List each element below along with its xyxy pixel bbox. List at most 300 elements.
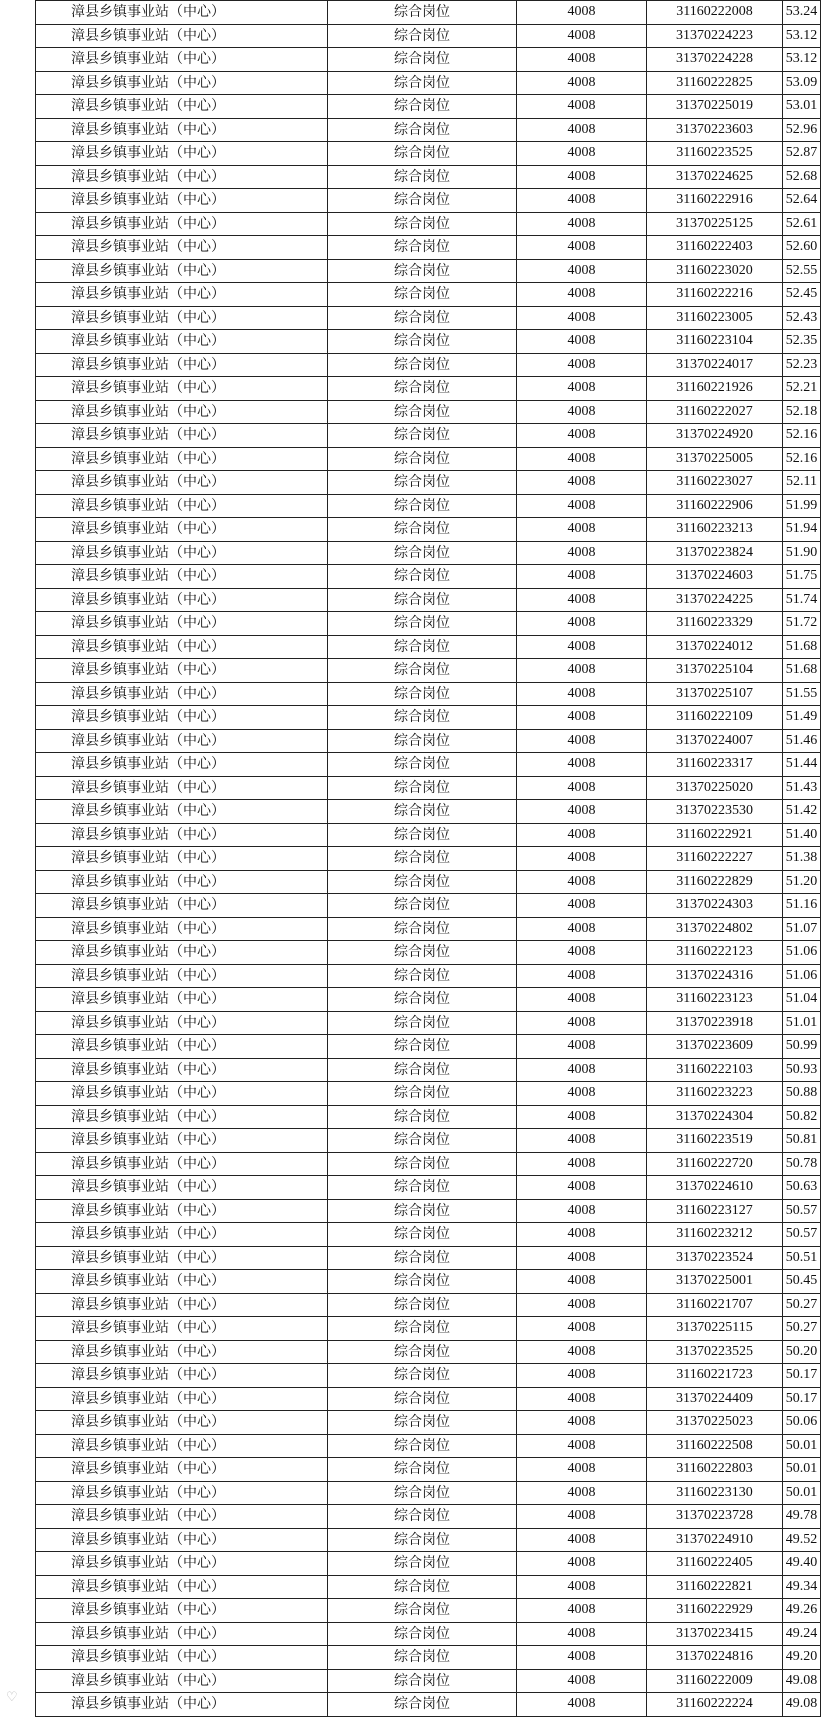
table-row bbox=[36, 1387, 821, 1411]
post-cell: 综合岗位 bbox=[328, 189, 517, 213]
exam-id-cell: 31160223525 bbox=[647, 142, 783, 166]
table-row bbox=[36, 1575, 821, 1599]
post-cell: 综合岗位 bbox=[328, 917, 517, 941]
exam-id-cell: 31160222403 bbox=[647, 236, 783, 260]
post-cell: 综合岗位 bbox=[328, 1105, 517, 1129]
unit-cell: 漳县乡镇事业站（中心） bbox=[36, 95, 328, 119]
post-cell: 综合岗位 bbox=[328, 800, 517, 824]
unit-cell: 漳县乡镇事业站（中心） bbox=[36, 518, 328, 542]
table-row bbox=[36, 1, 821, 25]
table-row bbox=[36, 659, 821, 683]
post-code-cell: 4008 bbox=[517, 1011, 647, 1035]
exam-id-cell: 31160221723 bbox=[647, 1364, 783, 1388]
post-code-cell: 4008 bbox=[517, 612, 647, 636]
score-cell: 50.01 bbox=[783, 1458, 821, 1482]
post-cell: 综合岗位 bbox=[328, 1646, 517, 1670]
post-cell: 综合岗位 bbox=[328, 1082, 517, 1106]
post-code-cell: 4008 bbox=[517, 588, 647, 612]
post-cell: 综合岗位 bbox=[328, 847, 517, 871]
score-cell: 49.40 bbox=[783, 1552, 821, 1576]
post-cell: 综合岗位 bbox=[328, 283, 517, 307]
unit-cell: 漳县乡镇事业站（中心） bbox=[36, 400, 328, 424]
post-cell: 综合岗位 bbox=[328, 1528, 517, 1552]
exam-id-cell: 31370224007 bbox=[647, 729, 783, 753]
exam-id-cell: 31160222921 bbox=[647, 823, 783, 847]
score-cell: 50.27 bbox=[783, 1317, 821, 1341]
score-cell: 52.45 bbox=[783, 283, 821, 307]
post-code-cell: 4008 bbox=[517, 823, 647, 847]
post-cell: 综合岗位 bbox=[328, 659, 517, 683]
table-row bbox=[36, 95, 821, 119]
post-code-cell: 4008 bbox=[517, 753, 647, 777]
post-code-cell: 4008 bbox=[517, 1058, 647, 1082]
score-cell: 52.96 bbox=[783, 118, 821, 142]
exam-id-cell: 31370224012 bbox=[647, 635, 783, 659]
unit-cell: 漳县乡镇事业站（中心） bbox=[36, 541, 328, 565]
unit-cell: 漳县乡镇事业站（中心） bbox=[36, 682, 328, 706]
post-code-cell: 4008 bbox=[517, 212, 647, 236]
exam-id-cell: 31160223127 bbox=[647, 1199, 783, 1223]
post-cell: 综合岗位 bbox=[328, 236, 517, 260]
score-cell: 53.24 bbox=[783, 1, 821, 25]
exam-id-cell: 31160223130 bbox=[647, 1481, 783, 1505]
post-code-cell: 4008 bbox=[517, 800, 647, 824]
table-row bbox=[36, 612, 821, 636]
score-cell: 52.11 bbox=[783, 471, 821, 495]
post-code-cell: 4008 bbox=[517, 706, 647, 730]
post-cell: 综合岗位 bbox=[328, 682, 517, 706]
table-row bbox=[36, 236, 821, 260]
unit-cell: 漳县乡镇事业站（中心） bbox=[36, 1035, 328, 1059]
table-row bbox=[36, 259, 821, 283]
post-code-cell: 4008 bbox=[517, 964, 647, 988]
post-cell: 综合岗位 bbox=[328, 1, 517, 25]
post-code-cell: 4008 bbox=[517, 1505, 647, 1529]
score-cell: 49.20 bbox=[783, 1646, 821, 1670]
exam-id-cell: 31370224228 bbox=[647, 48, 783, 72]
unit-cell: 漳县乡镇事业站（中心） bbox=[36, 1317, 328, 1341]
exam-id-cell: 31370223609 bbox=[647, 1035, 783, 1059]
unit-cell: 漳县乡镇事业站（中心） bbox=[36, 1082, 328, 1106]
table-row bbox=[36, 48, 821, 72]
exam-id-cell: 31370223530 bbox=[647, 800, 783, 824]
exam-id-cell: 31370225104 bbox=[647, 659, 783, 683]
unit-cell: 漳县乡镇事业站（中心） bbox=[36, 1223, 328, 1247]
post-code-cell: 4008 bbox=[517, 1364, 647, 1388]
exam-id-cell: 31160223212 bbox=[647, 1223, 783, 1247]
post-code-cell: 4008 bbox=[517, 1622, 647, 1646]
table-row bbox=[36, 1176, 821, 1200]
table-row bbox=[36, 1411, 821, 1435]
table-row bbox=[36, 1270, 821, 1294]
table-row bbox=[36, 400, 821, 424]
score-cell: 53.12 bbox=[783, 48, 821, 72]
table-row bbox=[36, 1317, 821, 1341]
score-cell: 51.42 bbox=[783, 800, 821, 824]
exam-id-cell: 31370224409 bbox=[647, 1387, 783, 1411]
exam-id-cell: 31160223213 bbox=[647, 518, 783, 542]
score-cell: 50.17 bbox=[783, 1387, 821, 1411]
table-row bbox=[36, 706, 821, 730]
post-cell: 综合岗位 bbox=[328, 706, 517, 730]
unit-cell: 漳县乡镇事业站（中心） bbox=[36, 165, 328, 189]
table-row bbox=[36, 424, 821, 448]
post-cell: 综合岗位 bbox=[328, 1669, 517, 1693]
score-cell: 51.06 bbox=[783, 964, 821, 988]
table-row bbox=[36, 1035, 821, 1059]
exam-id-cell: 31160222123 bbox=[647, 941, 783, 965]
post-code-cell: 4008 bbox=[517, 165, 647, 189]
post-cell: 综合岗位 bbox=[328, 424, 517, 448]
unit-cell: 漳县乡镇事业站（中心） bbox=[36, 189, 328, 213]
unit-cell: 漳县乡镇事业站（中心） bbox=[36, 1646, 328, 1670]
post-cell: 综合岗位 bbox=[328, 823, 517, 847]
unit-cell: 漳县乡镇事业站（中心） bbox=[36, 917, 328, 941]
unit-cell: 漳县乡镇事业站（中心） bbox=[36, 1669, 328, 1693]
unit-cell: 漳县乡镇事业站（中心） bbox=[36, 259, 328, 283]
unit-cell: 漳县乡镇事业站（中心） bbox=[36, 941, 328, 965]
unit-cell: 漳县乡镇事业站（中心） bbox=[36, 1129, 328, 1153]
exam-id-cell: 31370224802 bbox=[647, 917, 783, 941]
post-code-cell: 4008 bbox=[517, 917, 647, 941]
post-code-cell: 4008 bbox=[517, 1246, 647, 1270]
post-cell: 综合岗位 bbox=[328, 377, 517, 401]
score-cell: 50.63 bbox=[783, 1176, 821, 1200]
unit-cell: 漳县乡镇事业站（中心） bbox=[36, 1364, 328, 1388]
unit-cell: 漳县乡镇事业站（中心） bbox=[36, 471, 328, 495]
post-code-cell: 4008 bbox=[517, 870, 647, 894]
table-row bbox=[36, 1693, 821, 1717]
score-cell: 53.12 bbox=[783, 24, 821, 48]
score-cell: 49.52 bbox=[783, 1528, 821, 1552]
score-cell: 50.20 bbox=[783, 1340, 821, 1364]
unit-cell: 漳县乡镇事业站（中心） bbox=[36, 800, 328, 824]
table-row bbox=[36, 471, 821, 495]
score-cell: 52.87 bbox=[783, 142, 821, 166]
unit-cell: 漳县乡镇事业站（中心） bbox=[36, 283, 328, 307]
score-cell: 52.61 bbox=[783, 212, 821, 236]
score-cell: 51.68 bbox=[783, 659, 821, 683]
score-cell: 51.68 bbox=[783, 635, 821, 659]
table-row bbox=[36, 71, 821, 95]
post-code-cell: 4008 bbox=[517, 565, 647, 589]
post-code-cell: 4008 bbox=[517, 1669, 647, 1693]
exam-id-cell: 31160223317 bbox=[647, 753, 783, 777]
exam-id-cell: 31160222929 bbox=[647, 1599, 783, 1623]
score-cell: 50.57 bbox=[783, 1223, 821, 1247]
post-cell: 综合岗位 bbox=[328, 471, 517, 495]
unit-cell: 漳县乡镇事业站（中心） bbox=[36, 1058, 328, 1082]
score-cell: 52.21 bbox=[783, 377, 821, 401]
post-code-cell: 4008 bbox=[517, 377, 647, 401]
post-code-cell: 4008 bbox=[517, 1, 647, 25]
exam-id-cell: 31370224610 bbox=[647, 1176, 783, 1200]
unit-cell: 漳县乡镇事业站（中心） bbox=[36, 1528, 328, 1552]
table-row bbox=[36, 1434, 821, 1458]
post-code-cell: 4008 bbox=[517, 330, 647, 354]
post-cell: 综合岗位 bbox=[328, 1011, 517, 1035]
exam-id-cell: 31370224223 bbox=[647, 24, 783, 48]
table-row bbox=[36, 1505, 821, 1529]
score-cell: 49.34 bbox=[783, 1575, 821, 1599]
post-code-cell: 4008 bbox=[517, 1152, 647, 1176]
table-row bbox=[36, 165, 821, 189]
exam-id-cell: 31160222916 bbox=[647, 189, 783, 213]
post-code-cell: 4008 bbox=[517, 988, 647, 1012]
post-cell: 综合岗位 bbox=[328, 1552, 517, 1576]
post-code-cell: 4008 bbox=[517, 95, 647, 119]
table-row bbox=[36, 941, 821, 965]
unit-cell: 漳县乡镇事业站（中心） bbox=[36, 729, 328, 753]
unit-cell: 漳县乡镇事业站（中心） bbox=[36, 48, 328, 72]
post-cell: 综合岗位 bbox=[328, 1622, 517, 1646]
exam-id-cell: 31160222216 bbox=[647, 283, 783, 307]
unit-cell: 漳县乡镇事业站（中心） bbox=[36, 612, 328, 636]
unit-cell: 漳县乡镇事业站（中心） bbox=[36, 1246, 328, 1270]
post-cell: 综合岗位 bbox=[328, 1599, 517, 1623]
post-code-cell: 4008 bbox=[517, 1575, 647, 1599]
exam-id-cell: 31370225001 bbox=[647, 1270, 783, 1294]
exam-id-cell: 31160222224 bbox=[647, 1693, 783, 1717]
post-code-cell: 4008 bbox=[517, 24, 647, 48]
unit-cell: 漳县乡镇事业站（中心） bbox=[36, 870, 328, 894]
unit-cell: 漳县乡镇事业站（中心） bbox=[36, 1340, 328, 1364]
post-code-cell: 4008 bbox=[517, 48, 647, 72]
exam-id-cell: 31370225107 bbox=[647, 682, 783, 706]
exam-id-cell: 31160221707 bbox=[647, 1293, 783, 1317]
unit-cell: 漳县乡镇事业站（中心） bbox=[36, 377, 328, 401]
score-cell: 49.08 bbox=[783, 1693, 821, 1717]
post-code-cell: 4008 bbox=[517, 424, 647, 448]
post-code-cell: 4008 bbox=[517, 471, 647, 495]
score-cell: 51.99 bbox=[783, 494, 821, 518]
exam-id-cell: 31160223020 bbox=[647, 259, 783, 283]
score-cell: 49.26 bbox=[783, 1599, 821, 1623]
post-cell: 综合岗位 bbox=[328, 1387, 517, 1411]
unit-cell: 漳县乡镇事业站（中心） bbox=[36, 24, 328, 48]
post-code-cell: 4008 bbox=[517, 635, 647, 659]
unit-cell: 漳县乡镇事业站（中心） bbox=[36, 1105, 328, 1129]
exam-id-cell: 31370225020 bbox=[647, 776, 783, 800]
table-row bbox=[36, 1129, 821, 1153]
post-code-cell: 4008 bbox=[517, 1270, 647, 1294]
table-row bbox=[36, 1622, 821, 1646]
exam-id-cell: 31370224303 bbox=[647, 894, 783, 918]
table-row bbox=[36, 24, 821, 48]
table-row bbox=[36, 800, 821, 824]
score-cell: 51.55 bbox=[783, 682, 821, 706]
score-cell: 50.57 bbox=[783, 1199, 821, 1223]
post-cell: 综合岗位 bbox=[328, 870, 517, 894]
table-row bbox=[36, 1481, 821, 1505]
score-table-body bbox=[36, 1, 821, 1717]
table-row bbox=[36, 1082, 821, 1106]
post-code-cell: 4008 bbox=[517, 1599, 647, 1623]
post-code-cell: 4008 bbox=[517, 1458, 647, 1482]
score-cell: 52.35 bbox=[783, 330, 821, 354]
post-cell: 综合岗位 bbox=[328, 1129, 517, 1153]
table-row bbox=[36, 212, 821, 236]
post-code-cell: 4008 bbox=[517, 776, 647, 800]
table-row bbox=[36, 1011, 821, 1035]
score-cell: 52.43 bbox=[783, 306, 821, 330]
table-row bbox=[36, 353, 821, 377]
exam-id-cell: 31160222405 bbox=[647, 1552, 783, 1576]
post-code-cell: 4008 bbox=[517, 518, 647, 542]
post-cell: 综合岗位 bbox=[328, 776, 517, 800]
post-code-cell: 4008 bbox=[517, 659, 647, 683]
post-cell: 综合岗位 bbox=[328, 48, 517, 72]
table-row bbox=[36, 1364, 821, 1388]
table-row bbox=[36, 1599, 821, 1623]
score-cell: 50.06 bbox=[783, 1411, 821, 1435]
post-cell: 综合岗位 bbox=[328, 635, 517, 659]
post-cell: 综合岗位 bbox=[328, 565, 517, 589]
exam-id-cell: 31370224225 bbox=[647, 588, 783, 612]
table-row bbox=[36, 189, 821, 213]
table-row bbox=[36, 776, 821, 800]
post-code-cell: 4008 bbox=[517, 1387, 647, 1411]
table-row bbox=[36, 753, 821, 777]
table-row bbox=[36, 894, 821, 918]
exam-id-cell: 31370223525 bbox=[647, 1340, 783, 1364]
unit-cell: 漳县乡镇事业站（中心） bbox=[36, 71, 328, 95]
post-cell: 综合岗位 bbox=[328, 729, 517, 753]
unit-cell: 漳县乡镇事业站（中心） bbox=[36, 1575, 328, 1599]
unit-cell: 漳县乡镇事业站（中心） bbox=[36, 1693, 328, 1717]
table-row bbox=[36, 142, 821, 166]
exam-id-cell: 31370223524 bbox=[647, 1246, 783, 1270]
unit-cell: 漳县乡镇事业站（中心） bbox=[36, 776, 328, 800]
post-cell: 综合岗位 bbox=[328, 494, 517, 518]
exam-id-cell: 31370223728 bbox=[647, 1505, 783, 1529]
score-cell: 51.07 bbox=[783, 917, 821, 941]
post-cell: 综合岗位 bbox=[328, 259, 517, 283]
exam-id-cell: 31370224304 bbox=[647, 1105, 783, 1129]
table-row bbox=[36, 306, 821, 330]
table-row bbox=[36, 1152, 821, 1176]
score-table bbox=[35, 0, 821, 1717]
table-row bbox=[36, 847, 821, 871]
table-row bbox=[36, 1646, 821, 1670]
unit-cell: 漳县乡镇事业站（中心） bbox=[36, 964, 328, 988]
score-cell: 51.04 bbox=[783, 988, 821, 1012]
exam-id-cell: 31370223603 bbox=[647, 118, 783, 142]
score-cell: 51.06 bbox=[783, 941, 821, 965]
exam-id-cell: 31370225019 bbox=[647, 95, 783, 119]
score-cell: 52.64 bbox=[783, 189, 821, 213]
exam-id-cell: 31160223123 bbox=[647, 988, 783, 1012]
exam-id-cell: 31370225125 bbox=[647, 212, 783, 236]
table-row bbox=[36, 1223, 821, 1247]
exam-id-cell: 31160222009 bbox=[647, 1669, 783, 1693]
table-row bbox=[36, 1058, 821, 1082]
post-cell: 综合岗位 bbox=[328, 1035, 517, 1059]
score-cell: 51.44 bbox=[783, 753, 821, 777]
table-row bbox=[36, 988, 821, 1012]
score-cell: 52.16 bbox=[783, 424, 821, 448]
score-cell: 51.49 bbox=[783, 706, 821, 730]
exam-id-cell: 31160223027 bbox=[647, 471, 783, 495]
unit-cell: 漳县乡镇事业站（中心） bbox=[36, 494, 328, 518]
unit-cell: 漳县乡镇事业站（中心） bbox=[36, 1599, 328, 1623]
score-cell: 50.51 bbox=[783, 1246, 821, 1270]
exam-id-cell: 31370224910 bbox=[647, 1528, 783, 1552]
post-cell: 综合岗位 bbox=[328, 1411, 517, 1435]
score-cell: 52.68 bbox=[783, 165, 821, 189]
score-cell: 50.27 bbox=[783, 1293, 821, 1317]
post-cell: 综合岗位 bbox=[328, 400, 517, 424]
score-cell: 53.09 bbox=[783, 71, 821, 95]
unit-cell: 漳县乡镇事业站（中心） bbox=[36, 988, 328, 1012]
table-row bbox=[36, 1552, 821, 1576]
post-code-cell: 4008 bbox=[517, 682, 647, 706]
unit-cell: 漳县乡镇事业站（中心） bbox=[36, 565, 328, 589]
exam-id-cell: 31370223824 bbox=[647, 541, 783, 565]
post-cell: 综合岗位 bbox=[328, 1364, 517, 1388]
post-cell: 综合岗位 bbox=[328, 1340, 517, 1364]
score-cell: 50.93 bbox=[783, 1058, 821, 1082]
unit-cell: 漳县乡镇事业站（中心） bbox=[36, 1622, 328, 1646]
unit-cell: 漳县乡镇事业站（中心） bbox=[36, 1011, 328, 1035]
post-cell: 综合岗位 bbox=[328, 330, 517, 354]
table-row bbox=[36, 635, 821, 659]
unit-cell: 漳县乡镇事业站（中心） bbox=[36, 118, 328, 142]
score-cell: 50.01 bbox=[783, 1481, 821, 1505]
score-cell: 49.78 bbox=[783, 1505, 821, 1529]
unit-cell: 漳县乡镇事业站（中心） bbox=[36, 1152, 328, 1176]
table-row bbox=[36, 729, 821, 753]
post-code-cell: 4008 bbox=[517, 1293, 647, 1317]
table-row bbox=[36, 541, 821, 565]
score-cell: 51.46 bbox=[783, 729, 821, 753]
post-code-cell: 4008 bbox=[517, 1646, 647, 1670]
score-cell: 51.40 bbox=[783, 823, 821, 847]
post-code-cell: 4008 bbox=[517, 1340, 647, 1364]
exam-id-cell: 31160222027 bbox=[647, 400, 783, 424]
post-cell: 综合岗位 bbox=[328, 1317, 517, 1341]
score-cell: 52.18 bbox=[783, 400, 821, 424]
post-code-cell: 4008 bbox=[517, 236, 647, 260]
post-cell: 综合岗位 bbox=[328, 353, 517, 377]
unit-cell: 漳县乡镇事业站（中心） bbox=[36, 424, 328, 448]
exam-id-cell: 31370224920 bbox=[647, 424, 783, 448]
post-code-cell: 4008 bbox=[517, 941, 647, 965]
unit-cell: 漳县乡镇事业站（中心） bbox=[36, 1199, 328, 1223]
post-code-cell: 4008 bbox=[517, 1082, 647, 1106]
unit-cell: 漳县乡镇事业站（中心） bbox=[36, 142, 328, 166]
unit-cell: 漳县乡镇事业站（中心） bbox=[36, 847, 328, 871]
unit-cell: 漳县乡镇事业站（中心） bbox=[36, 1176, 328, 1200]
unit-cell: 漳县乡镇事业站（中心） bbox=[36, 1387, 328, 1411]
post-cell: 综合岗位 bbox=[328, 1293, 517, 1317]
post-code-cell: 4008 bbox=[517, 1035, 647, 1059]
post-cell: 综合岗位 bbox=[328, 1270, 517, 1294]
post-cell: 综合岗位 bbox=[328, 1058, 517, 1082]
unit-cell: 漳县乡镇事业站（中心） bbox=[36, 236, 328, 260]
score-cell: 50.01 bbox=[783, 1434, 821, 1458]
post-cell: 综合岗位 bbox=[328, 541, 517, 565]
exam-id-cell: 31370225115 bbox=[647, 1317, 783, 1341]
post-cell: 综合岗位 bbox=[328, 1481, 517, 1505]
unit-cell: 漳县乡镇事业站（中心） bbox=[36, 1552, 328, 1576]
score-cell: 51.43 bbox=[783, 776, 821, 800]
post-cell: 综合岗位 bbox=[328, 1458, 517, 1482]
exam-id-cell: 31370224816 bbox=[647, 1646, 783, 1670]
table-row bbox=[36, 964, 821, 988]
score-cell: 50.88 bbox=[783, 1082, 821, 1106]
table-row bbox=[36, 1199, 821, 1223]
